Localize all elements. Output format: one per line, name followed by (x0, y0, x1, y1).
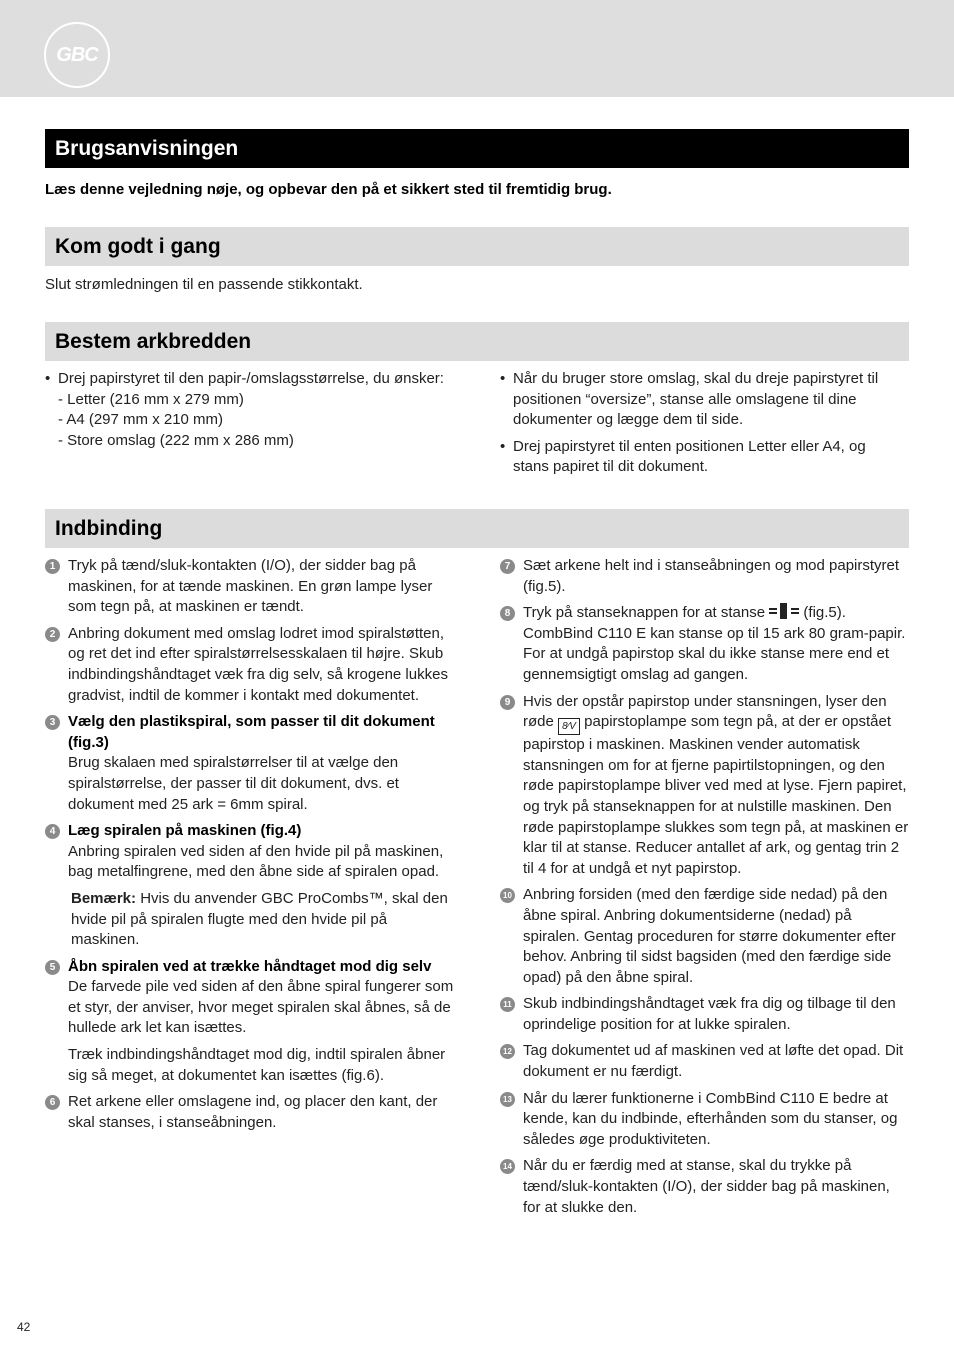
bestem-left-column (45, 369, 457, 451)
step-number-badge: 2 (45, 627, 60, 642)
step-text-a: Tryk på stanseknappen for at stanse (523, 604, 770, 622)
bestem-bullet-text: Drej papirstyret til den papir-/omslagsstørrelse, du ønsker: (58, 370, 444, 387)
step-text (523, 692, 910, 880)
step-11 (500, 994, 910, 1035)
step-number-badge: 10 (500, 888, 515, 903)
step-text: Anbring dokument med omslag lodret imod spiralstøtten, og ret det ind efter spiralstørrelsesskalaen til højre. Skub indbindingshåndtaget væk fra dig selv, så krogene lukkes gradvist, indtil de kommer i kontakt med dokumentet. (68, 624, 448, 704)
paper-jam-icon: 8⁄V (558, 718, 580, 735)
step-text: Brug skalaen med spiralstørrelser til at vælge den spiralstørrelse, der passer til dit dokument, dvs. et dokument med 25 ark = 6mm spiral. (68, 754, 399, 813)
section-title-brugsanvisningen: Brugsanvisningen (45, 129, 909, 168)
step-8 (500, 603, 910, 685)
step-1 (45, 556, 457, 618)
step-text: Tryk på tænd/sluk-kontakten (I/O), der sidder bag på maskinen, for at tænde maskinen. En grøn lampe lyser som tegn på, at maskinen er tændt. (68, 557, 433, 616)
bestem-right-bullet-2: • Drej papirstyret til enten positionen Letter eller A4, og stans papiret til dit dokument. (500, 437, 900, 478)
intro-text: Læs denne vejledning nøje, og opbevar den på et sikkert sted til fremtidig brug. (45, 181, 612, 198)
step-text-a: Hvis der opstår papirstop under stansningen, lyser den røde (523, 692, 887, 731)
step-14 (500, 1156, 910, 1218)
note-label: Bemærk: (71, 889, 137, 907)
step-3 (45, 712, 457, 815)
header-band (0, 0, 954, 97)
section-title-indbinding: Indbinding (45, 509, 909, 548)
step-7 (500, 556, 910, 597)
step-text: Ret arkene eller omslagene ind, og placer den kant, der skal stanses, i stanseåbningen. (68, 1093, 438, 1131)
step-number-badge: 6 (45, 1095, 60, 1110)
step-text: De farvede pile ved siden af den åbne spiral fungerer som et styr, der anviser, hvor meget spiralen skal åbnes, så de hullede ark let kan isættes. (68, 978, 454, 1037)
step-10 (500, 885, 910, 988)
step-number-badge: 12 (500, 1044, 515, 1059)
section-title-kom-godt-i-gang: Kom godt i gang (45, 227, 909, 266)
step-9 (500, 692, 910, 880)
step-text: Anbring spiralen ved siden af den hvide pil på maskinen, bag metalfingrene, med den åbne side af spiralen opad. (68, 842, 444, 881)
section-title-bestem-arkbredden: Bestem arkbredden (45, 322, 909, 361)
bestem-right-column (500, 369, 900, 478)
gbc-logo (44, 22, 110, 88)
step-title: Læg spiralen på maskinen (fig.4) (68, 822, 302, 840)
step-note (71, 889, 457, 951)
punch-icon (769, 603, 799, 619)
step-number-badge: 8 (500, 606, 515, 621)
step-number-badge: 3 (45, 715, 60, 730)
indbinding-right-column (500, 556, 910, 1224)
step-6 (45, 1092, 457, 1133)
step-number-badge: 7 (500, 559, 515, 574)
step-text: Tag dokumentet ud af maskinen ved at løfte det opad. Dit dokument er nu færdigt. (523, 1042, 904, 1081)
step-4 (45, 821, 457, 951)
step-text: Anbring forsiden (med den færdige side nedad) på den åbne spiral. Anbring dokumentsiderne (nedad) på spiralen. Gentag proceduren for større dokumenter efter behov. Anbring til sidst bagsiden (med den færdige side opad) på den åbne spiral. (523, 886, 896, 986)
step-text: Når du lærer funktionerne i CombBind C110 E bedre at kende, kan du indbinde, efterhånden som du stanser, og således øge produktiviteten. (523, 1089, 898, 1148)
step-2 (45, 624, 457, 706)
step-text (523, 603, 910, 685)
logo-text: GBC (56, 43, 98, 66)
step-number-badge: 1 (45, 559, 60, 574)
size-letter: - Letter (216 mm x 279 mm) (58, 390, 244, 408)
size-a4: - A4 (297 mm x 210 mm) (58, 411, 224, 429)
step-title: Vælg den plastikspiral, som passer til dit dokument (fig.3) (68, 713, 435, 751)
size-store-omslag: - Store omslag (222 mm x 286 mm) (58, 431, 294, 449)
step-title: Åbn spiralen ved at trække håndtaget mod dig selv (68, 957, 432, 975)
step-number-badge: 11 (500, 997, 515, 1012)
plug-text: Slut strømledningen til en passende stikkontakt. (45, 276, 363, 293)
step-number-badge: 4 (45, 824, 60, 839)
indbinding-left-column (45, 556, 457, 1139)
bestem-bullet (45, 369, 457, 451)
step-number-badge: 14 (500, 1159, 515, 1174)
step-number-badge: 9 (500, 695, 515, 710)
step-13 (500, 1089, 910, 1151)
step-text: Sæt arkene helt ind i stanseåbningen og mod papirstyret (fig.5). (523, 557, 900, 595)
step-text-2: Træk indbindingshåndtaget mod dig, indtil spiralen åbner sig så meget, at dokumentet kan isættes (fig.6). (68, 1046, 446, 1084)
bestem-right-bullet-1: • Når du bruger store omslag, skal du dreje papirstyret til positionen “oversize”, stanse alle omslagene til dine dokumenter og lægge dem til side. (500, 369, 900, 431)
step-number-badge: 5 (45, 960, 60, 975)
step-12 (500, 1041, 910, 1082)
step-5 (45, 957, 457, 1087)
step-text: Skub indbindingshåndtaget væk fra dig og tilbage til den oprindelige position for at lukke spiralen. (523, 995, 896, 1033)
step-text: Når du er færdig med at stanse, skal du trykke på tænd/sluk-kontakten (I/O), der sidder bag på maskinen, for at slukke den. (523, 1157, 890, 1216)
step-text-b: papirstoplampe som tegn på, at der er opstået papirstop i maskinen. Maskinen vender automatisk stansningen om for at fjerne papirtilstopningen, og den røde papirstoplampe bliver ved med at lyse. Fjern papiret, og tryk på stanseknappen for at nulstille maskinen. Den røde papirstoplampe slukkes som tegn på, at maskinen er klar til at stanse. Reducer antallet af ark, og gentag trin 2 til 4 for at undgå et nyt papirstop. (523, 713, 909, 877)
note-text: Hvis du anvender GBC ProCombs™, skal den hvide pil på spiralen flugte med den hvide pil på maskinen. (71, 889, 448, 949)
page-number: 42 (17, 1320, 31, 1334)
step-number-badge: 13 (500, 1092, 515, 1107)
step-text-b: (fig.5). CombBind C110 E kan stanse op til 15 ark 80 gram-papir. For at undgå papirstop skal du ikke stanse mere end et gennemsigtigt omslag ad gangen. (523, 604, 906, 683)
